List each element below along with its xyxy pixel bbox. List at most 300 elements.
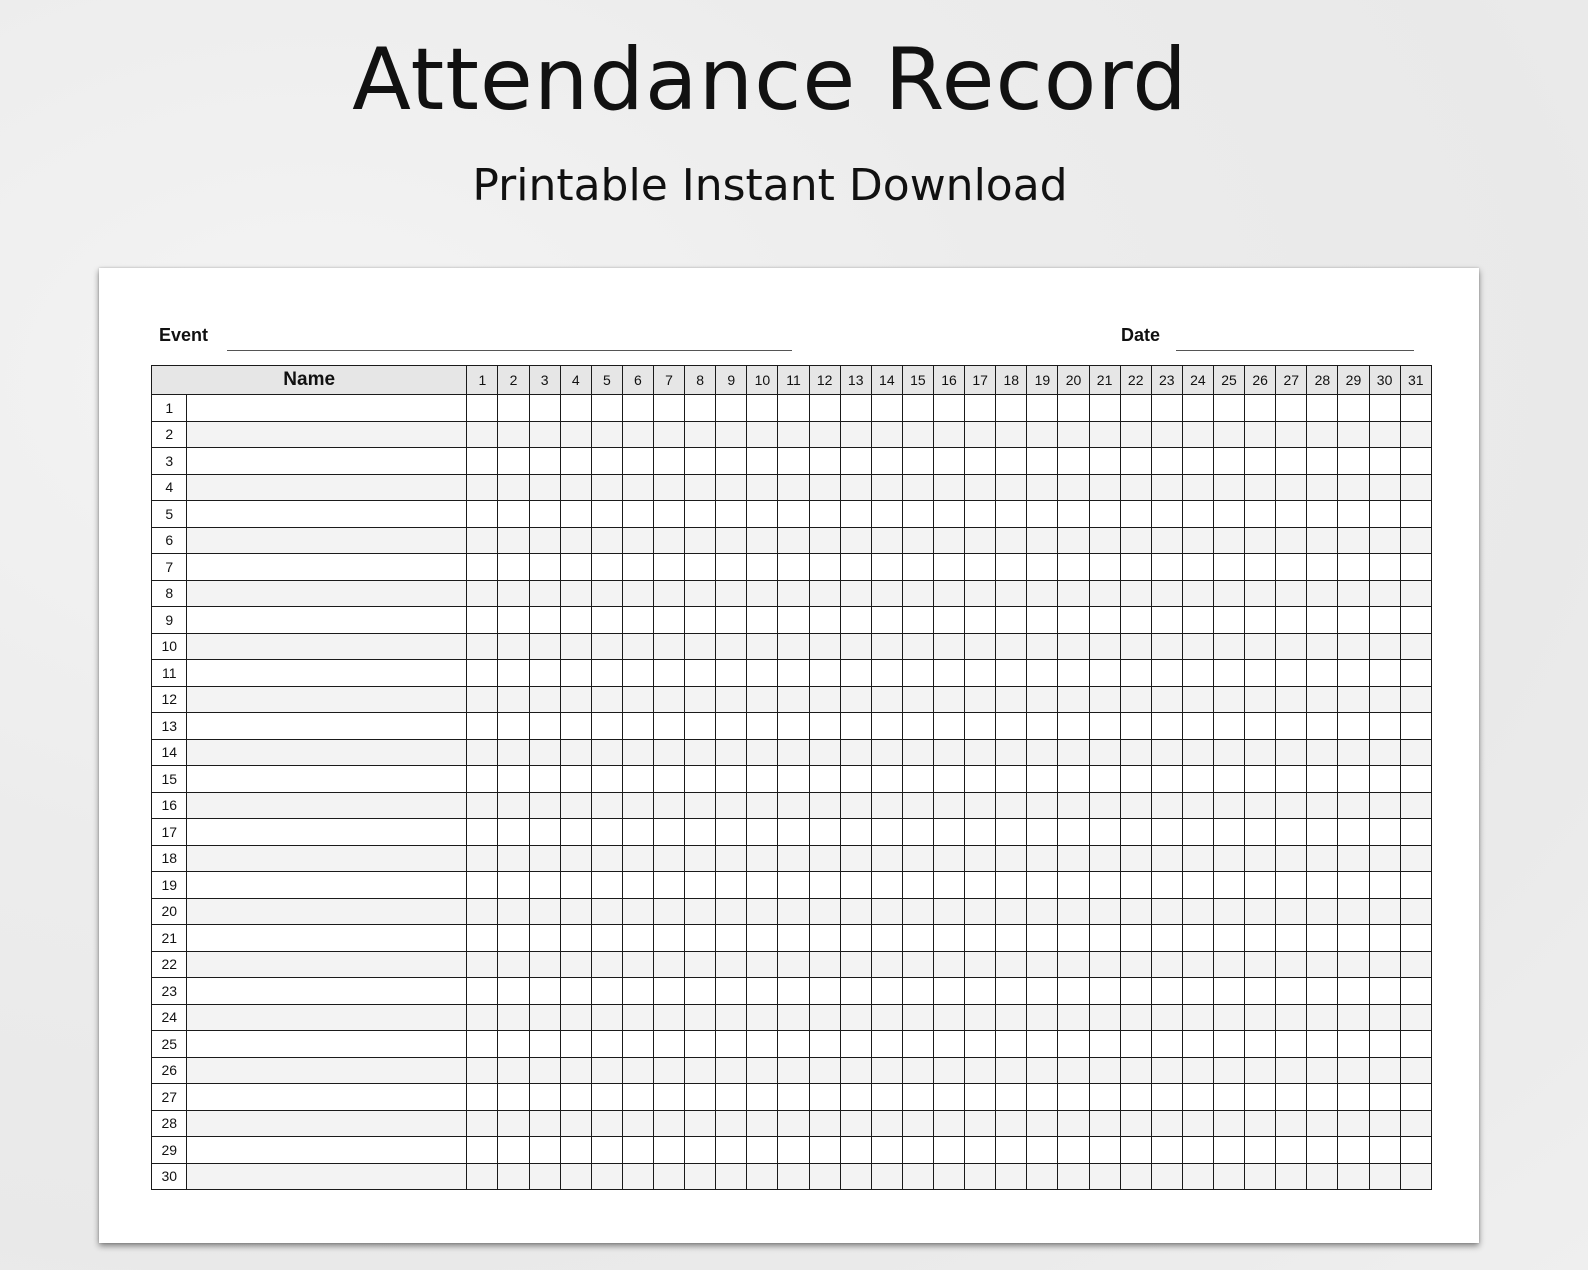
attendance-cell[interactable] (902, 1004, 933, 1031)
attendance-cell[interactable] (654, 474, 685, 501)
attendance-cell[interactable] (1027, 1057, 1058, 1084)
attendance-cell[interactable] (1027, 1004, 1058, 1031)
attendance-cell[interactable] (467, 766, 498, 793)
attendance-cell[interactable] (965, 1163, 996, 1190)
attendance-cell[interactable] (902, 580, 933, 607)
attendance-cell[interactable] (840, 660, 871, 687)
attendance-cell[interactable] (498, 421, 529, 448)
attendance-cell[interactable] (933, 554, 964, 581)
attendance-cell[interactable] (1245, 1110, 1276, 1137)
attendance-cell[interactable] (809, 554, 840, 581)
attendance-cell[interactable] (467, 898, 498, 925)
attendance-cell[interactable] (1120, 633, 1151, 660)
attendance-cell[interactable] (529, 474, 560, 501)
attendance-cell[interactable] (716, 527, 747, 554)
attendance-cell[interactable] (716, 421, 747, 448)
attendance-cell[interactable] (996, 607, 1027, 634)
attendance-cell[interactable] (1307, 395, 1338, 422)
attendance-cell[interactable] (685, 1084, 716, 1111)
attendance-cell[interactable] (996, 1057, 1027, 1084)
attendance-cell[interactable] (685, 1137, 716, 1164)
attendance-cell[interactable] (840, 1137, 871, 1164)
attendance-cell[interactable] (965, 792, 996, 819)
attendance-cell[interactable] (1276, 1031, 1307, 1058)
attendance-cell[interactable] (902, 607, 933, 634)
attendance-cell[interactable] (747, 1110, 778, 1137)
attendance-cell[interactable] (840, 925, 871, 952)
attendance-cell[interactable] (1369, 845, 1400, 872)
name-cell[interactable] (187, 395, 467, 422)
attendance-cell[interactable] (1120, 819, 1151, 846)
attendance-cell[interactable] (591, 713, 622, 740)
attendance-cell[interactable] (1400, 713, 1431, 740)
attendance-cell[interactable] (996, 792, 1027, 819)
attendance-cell[interactable] (560, 1057, 591, 1084)
attendance-cell[interactable] (996, 448, 1027, 475)
attendance-cell[interactable] (747, 1084, 778, 1111)
attendance-cell[interactable] (1213, 792, 1244, 819)
attendance-cell[interactable] (747, 686, 778, 713)
attendance-cell[interactable] (1276, 951, 1307, 978)
attendance-cell[interactable] (1120, 1137, 1151, 1164)
attendance-cell[interactable] (871, 819, 902, 846)
attendance-cell[interactable] (1307, 1057, 1338, 1084)
attendance-cell[interactable] (591, 766, 622, 793)
attendance-cell[interactable] (965, 501, 996, 528)
attendance-cell[interactable] (933, 527, 964, 554)
attendance-cell[interactable] (1089, 739, 1120, 766)
attendance-cell[interactable] (685, 501, 716, 528)
attendance-cell[interactable] (1058, 951, 1089, 978)
attendance-cell[interactable] (1120, 845, 1151, 872)
attendance-cell[interactable] (840, 819, 871, 846)
attendance-cell[interactable] (560, 448, 591, 475)
attendance-cell[interactable] (965, 766, 996, 793)
attendance-cell[interactable] (622, 474, 653, 501)
attendance-cell[interactable] (591, 501, 622, 528)
attendance-cell[interactable] (591, 792, 622, 819)
attendance-cell[interactable] (1369, 713, 1400, 740)
attendance-cell[interactable] (1338, 978, 1369, 1005)
attendance-cell[interactable] (685, 845, 716, 872)
attendance-cell[interactable] (529, 421, 560, 448)
attendance-cell[interactable] (1338, 448, 1369, 475)
attendance-cell[interactable] (685, 448, 716, 475)
attendance-cell[interactable] (871, 978, 902, 1005)
attendance-cell[interactable] (840, 1031, 871, 1058)
attendance-cell[interactable] (591, 633, 622, 660)
name-cell[interactable] (187, 1163, 467, 1190)
attendance-cell[interactable] (1245, 1057, 1276, 1084)
attendance-cell[interactable] (996, 872, 1027, 899)
attendance-cell[interactable] (591, 448, 622, 475)
attendance-cell[interactable] (1058, 872, 1089, 899)
attendance-cell[interactable] (716, 580, 747, 607)
attendance-cell[interactable] (747, 448, 778, 475)
attendance-cell[interactable] (1400, 448, 1431, 475)
attendance-cell[interactable] (1182, 660, 1213, 687)
attendance-cell[interactable] (933, 713, 964, 740)
attendance-cell[interactable] (654, 951, 685, 978)
attendance-cell[interactable] (1151, 580, 1182, 607)
attendance-cell[interactable] (1338, 1137, 1369, 1164)
attendance-cell[interactable] (1182, 925, 1213, 952)
attendance-cell[interactable] (965, 978, 996, 1005)
attendance-cell[interactable] (902, 792, 933, 819)
attendance-cell[interactable] (1400, 872, 1431, 899)
attendance-cell[interactable] (1276, 872, 1307, 899)
attendance-cell[interactable] (1369, 951, 1400, 978)
attendance-cell[interactable] (654, 554, 685, 581)
attendance-cell[interactable] (1213, 527, 1244, 554)
attendance-cell[interactable] (1338, 1163, 1369, 1190)
attendance-cell[interactable] (498, 660, 529, 687)
attendance-cell[interactable] (467, 421, 498, 448)
attendance-cell[interactable] (902, 448, 933, 475)
attendance-cell[interactable] (933, 1004, 964, 1031)
attendance-cell[interactable] (685, 421, 716, 448)
attendance-cell[interactable] (1400, 1057, 1431, 1084)
attendance-cell[interactable] (716, 978, 747, 1005)
attendance-cell[interactable] (1307, 739, 1338, 766)
attendance-cell[interactable] (1369, 501, 1400, 528)
attendance-cell[interactable] (1120, 421, 1151, 448)
attendance-cell[interactable] (1058, 554, 1089, 581)
attendance-cell[interactable] (1307, 845, 1338, 872)
attendance-cell[interactable] (716, 633, 747, 660)
attendance-cell[interactable] (467, 554, 498, 581)
attendance-cell[interactable] (467, 633, 498, 660)
attendance-cell[interactable] (1089, 951, 1120, 978)
attendance-cell[interactable] (1213, 421, 1244, 448)
attendance-cell[interactable] (467, 395, 498, 422)
attendance-cell[interactable] (871, 898, 902, 925)
name-cell[interactable] (187, 766, 467, 793)
attendance-cell[interactable] (1338, 501, 1369, 528)
attendance-cell[interactable] (840, 1084, 871, 1111)
attendance-cell[interactable] (1213, 1084, 1244, 1111)
attendance-cell[interactable] (529, 1004, 560, 1031)
attendance-cell[interactable] (809, 978, 840, 1005)
attendance-cell[interactable] (1338, 819, 1369, 846)
attendance-cell[interactable] (529, 792, 560, 819)
attendance-cell[interactable] (1058, 421, 1089, 448)
attendance-cell[interactable] (840, 395, 871, 422)
attendance-cell[interactable] (716, 501, 747, 528)
name-cell[interactable] (187, 580, 467, 607)
attendance-cell[interactable] (840, 1057, 871, 1084)
date-field[interactable] (1176, 350, 1414, 351)
attendance-cell[interactable] (1400, 819, 1431, 846)
attendance-cell[interactable] (996, 819, 1027, 846)
attendance-cell[interactable] (778, 713, 809, 740)
attendance-cell[interactable] (1400, 421, 1431, 448)
attendance-cell[interactable] (591, 1057, 622, 1084)
attendance-cell[interactable] (1245, 607, 1276, 634)
attendance-cell[interactable] (1151, 1084, 1182, 1111)
attendance-cell[interactable] (965, 686, 996, 713)
attendance-cell[interactable] (622, 872, 653, 899)
attendance-cell[interactable] (1307, 527, 1338, 554)
attendance-cell[interactable] (498, 925, 529, 952)
attendance-cell[interactable] (1120, 766, 1151, 793)
attendance-cell[interactable] (1276, 686, 1307, 713)
attendance-cell[interactable] (1151, 448, 1182, 475)
attendance-cell[interactable] (1182, 1163, 1213, 1190)
attendance-cell[interactable] (1245, 448, 1276, 475)
attendance-cell[interactable] (654, 527, 685, 554)
attendance-cell[interactable] (529, 448, 560, 475)
attendance-cell[interactable] (1245, 1084, 1276, 1111)
attendance-cell[interactable] (622, 607, 653, 634)
attendance-cell[interactable] (1369, 792, 1400, 819)
attendance-cell[interactable] (1213, 1004, 1244, 1031)
attendance-cell[interactable] (778, 845, 809, 872)
name-cell[interactable] (187, 633, 467, 660)
attendance-cell[interactable] (498, 951, 529, 978)
attendance-cell[interactable] (1027, 713, 1058, 740)
attendance-cell[interactable] (840, 580, 871, 607)
attendance-cell[interactable] (933, 1110, 964, 1137)
attendance-cell[interactable] (965, 898, 996, 925)
attendance-cell[interactable] (747, 898, 778, 925)
attendance-cell[interactable] (1400, 686, 1431, 713)
attendance-cell[interactable] (1089, 421, 1120, 448)
attendance-cell[interactable] (1089, 713, 1120, 740)
attendance-cell[interactable] (1089, 607, 1120, 634)
attendance-cell[interactable] (840, 951, 871, 978)
attendance-cell[interactable] (1151, 978, 1182, 1005)
attendance-cell[interactable] (622, 1031, 653, 1058)
attendance-cell[interactable] (1058, 792, 1089, 819)
attendance-cell[interactable] (1182, 1004, 1213, 1031)
attendance-cell[interactable] (1120, 1163, 1151, 1190)
attendance-cell[interactable] (778, 448, 809, 475)
attendance-cell[interactable] (591, 845, 622, 872)
attendance-cell[interactable] (1213, 1163, 1244, 1190)
attendance-cell[interactable] (498, 766, 529, 793)
attendance-cell[interactable] (1151, 1137, 1182, 1164)
attendance-cell[interactable] (529, 713, 560, 740)
attendance-cell[interactable] (1182, 1110, 1213, 1137)
attendance-cell[interactable] (933, 978, 964, 1005)
attendance-cell[interactable] (654, 448, 685, 475)
attendance-cell[interactable] (1027, 660, 1058, 687)
attendance-cell[interactable] (809, 1031, 840, 1058)
attendance-cell[interactable] (1027, 819, 1058, 846)
attendance-cell[interactable] (996, 686, 1027, 713)
name-cell[interactable] (187, 978, 467, 1005)
attendance-cell[interactable] (1245, 739, 1276, 766)
attendance-cell[interactable] (809, 739, 840, 766)
attendance-cell[interactable] (591, 739, 622, 766)
attendance-cell[interactable] (654, 1110, 685, 1137)
attendance-cell[interactable] (1182, 951, 1213, 978)
attendance-cell[interactable] (871, 554, 902, 581)
attendance-cell[interactable] (685, 951, 716, 978)
attendance-cell[interactable] (1213, 474, 1244, 501)
name-cell[interactable] (187, 1137, 467, 1164)
attendance-cell[interactable] (1245, 1004, 1276, 1031)
attendance-cell[interactable] (778, 686, 809, 713)
attendance-cell[interactable] (529, 925, 560, 952)
name-cell[interactable] (187, 474, 467, 501)
attendance-cell[interactable] (685, 1004, 716, 1031)
attendance-cell[interactable] (1182, 872, 1213, 899)
attendance-cell[interactable] (1245, 845, 1276, 872)
attendance-cell[interactable] (747, 766, 778, 793)
attendance-cell[interactable] (1400, 1163, 1431, 1190)
attendance-cell[interactable] (622, 1163, 653, 1190)
attendance-cell[interactable] (1400, 527, 1431, 554)
attendance-cell[interactable] (716, 739, 747, 766)
attendance-cell[interactable] (716, 766, 747, 793)
attendance-cell[interactable] (747, 1057, 778, 1084)
attendance-cell[interactable] (591, 421, 622, 448)
attendance-cell[interactable] (685, 1110, 716, 1137)
attendance-cell[interactable] (1089, 766, 1120, 793)
attendance-cell[interactable] (622, 686, 653, 713)
attendance-cell[interactable] (1400, 845, 1431, 872)
attendance-cell[interactable] (1276, 713, 1307, 740)
attendance-cell[interactable] (1058, 474, 1089, 501)
name-cell[interactable] (187, 925, 467, 952)
attendance-cell[interactable] (1182, 1031, 1213, 1058)
attendance-cell[interactable] (529, 395, 560, 422)
attendance-cell[interactable] (1307, 501, 1338, 528)
attendance-cell[interactable] (1182, 474, 1213, 501)
attendance-cell[interactable] (747, 1137, 778, 1164)
attendance-cell[interactable] (622, 1137, 653, 1164)
attendance-cell[interactable] (685, 713, 716, 740)
attendance-cell[interactable] (560, 580, 591, 607)
attendance-cell[interactable] (871, 580, 902, 607)
attendance-cell[interactable] (560, 845, 591, 872)
attendance-cell[interactable] (467, 501, 498, 528)
attendance-cell[interactable] (1058, 395, 1089, 422)
attendance-cell[interactable] (1245, 978, 1276, 1005)
attendance-cell[interactable] (933, 739, 964, 766)
attendance-cell[interactable] (933, 633, 964, 660)
attendance-cell[interactable] (654, 898, 685, 925)
name-cell[interactable] (187, 1110, 467, 1137)
attendance-cell[interactable] (871, 1031, 902, 1058)
attendance-cell[interactable] (467, 448, 498, 475)
attendance-cell[interactable] (622, 713, 653, 740)
attendance-cell[interactable] (933, 766, 964, 793)
attendance-cell[interactable] (840, 1110, 871, 1137)
attendance-cell[interactable] (654, 1031, 685, 1058)
attendance-cell[interactable] (871, 925, 902, 952)
attendance-cell[interactable] (1151, 898, 1182, 925)
attendance-cell[interactable] (498, 713, 529, 740)
attendance-cell[interactable] (809, 713, 840, 740)
attendance-cell[interactable] (1151, 713, 1182, 740)
attendance-cell[interactable] (1338, 1057, 1369, 1084)
attendance-cell[interactable] (1058, 501, 1089, 528)
attendance-cell[interactable] (1276, 527, 1307, 554)
attendance-cell[interactable] (1089, 872, 1120, 899)
attendance-cell[interactable] (591, 1004, 622, 1031)
attendance-cell[interactable] (1276, 1057, 1307, 1084)
attendance-cell[interactable] (965, 819, 996, 846)
attendance-cell[interactable] (716, 686, 747, 713)
attendance-cell[interactable] (1369, 1110, 1400, 1137)
attendance-cell[interactable] (467, 686, 498, 713)
attendance-cell[interactable] (1027, 898, 1058, 925)
attendance-cell[interactable] (840, 1163, 871, 1190)
attendance-cell[interactable] (1151, 421, 1182, 448)
attendance-cell[interactable] (747, 1031, 778, 1058)
attendance-cell[interactable] (809, 1057, 840, 1084)
attendance-cell[interactable] (809, 1004, 840, 1031)
attendance-cell[interactable] (716, 1004, 747, 1031)
attendance-cell[interactable] (654, 395, 685, 422)
attendance-cell[interactable] (1027, 580, 1058, 607)
attendance-cell[interactable] (1245, 792, 1276, 819)
attendance-cell[interactable] (965, 713, 996, 740)
attendance-cell[interactable] (1027, 925, 1058, 952)
attendance-cell[interactable] (840, 448, 871, 475)
attendance-cell[interactable] (1089, 633, 1120, 660)
attendance-cell[interactable] (1307, 1031, 1338, 1058)
attendance-cell[interactable] (1089, 819, 1120, 846)
attendance-cell[interactable] (1089, 792, 1120, 819)
attendance-cell[interactable] (778, 501, 809, 528)
attendance-cell[interactable] (902, 1137, 933, 1164)
attendance-cell[interactable] (1276, 1163, 1307, 1190)
attendance-cell[interactable] (560, 898, 591, 925)
attendance-cell[interactable] (996, 1084, 1027, 1111)
attendance-cell[interactable] (1276, 421, 1307, 448)
attendance-cell[interactable] (1027, 686, 1058, 713)
attendance-cell[interactable] (1338, 951, 1369, 978)
attendance-cell[interactable] (1369, 978, 1400, 1005)
attendance-cell[interactable] (467, 1110, 498, 1137)
attendance-cell[interactable] (467, 607, 498, 634)
attendance-cell[interactable] (871, 395, 902, 422)
attendance-cell[interactable] (1338, 421, 1369, 448)
attendance-cell[interactable] (467, 819, 498, 846)
attendance-cell[interactable] (685, 872, 716, 899)
attendance-cell[interactable] (809, 633, 840, 660)
attendance-cell[interactable] (1089, 580, 1120, 607)
attendance-cell[interactable] (1369, 739, 1400, 766)
attendance-cell[interactable] (1058, 1163, 1089, 1190)
attendance-cell[interactable] (529, 501, 560, 528)
attendance-cell[interactable] (996, 951, 1027, 978)
attendance-cell[interactable] (1151, 872, 1182, 899)
attendance-cell[interactable] (778, 766, 809, 793)
attendance-cell[interactable] (1369, 474, 1400, 501)
attendance-cell[interactable] (498, 580, 529, 607)
attendance-cell[interactable] (1120, 1057, 1151, 1084)
attendance-cell[interactable] (1400, 1110, 1431, 1137)
attendance-cell[interactable] (654, 739, 685, 766)
attendance-cell[interactable] (1213, 501, 1244, 528)
attendance-cell[interactable] (965, 1137, 996, 1164)
attendance-cell[interactable] (560, 739, 591, 766)
attendance-cell[interactable] (840, 1004, 871, 1031)
attendance-cell[interactable] (654, 1137, 685, 1164)
attendance-cell[interactable] (716, 819, 747, 846)
attendance-cell[interactable] (654, 660, 685, 687)
attendance-cell[interactable] (996, 739, 1027, 766)
attendance-cell[interactable] (1213, 633, 1244, 660)
attendance-cell[interactable] (1182, 819, 1213, 846)
attendance-cell[interactable] (529, 766, 560, 793)
attendance-cell[interactable] (778, 580, 809, 607)
